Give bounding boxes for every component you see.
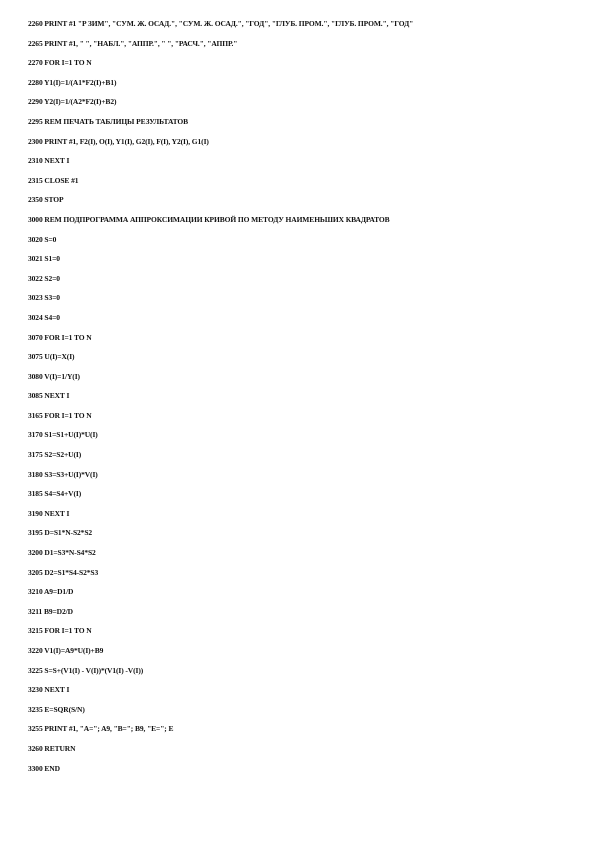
code-line: 3235 E=SQR(S/N)	[28, 704, 85, 714]
code-line: 3180 S3=S3+U(I)*V(I)	[28, 469, 98, 479]
code-line: 3260 RETURN	[28, 743, 76, 753]
code-line: 3085 NEXT I	[28, 391, 70, 401]
code-line: 2350 STOP	[28, 195, 64, 205]
code-line: 3024 S4=0	[28, 312, 60, 322]
code-line: 2295 REM ПЕЧАТЬ ТАБЛИЦЫ РЕЗУЛЬТАТОВ	[28, 116, 189, 126]
code-line: 2270 FOR I=1 TO N	[28, 58, 92, 68]
code-line: 3000 REM ПОДПРОГРАММА АППРОКСИМАЦИИ КРИВОЙ ПО МЕТОДУ НАИМЕНЬШИХ КВАДРАТОВ	[28, 214, 390, 224]
code-line: 3190 NEXT I	[28, 508, 70, 518]
code-line: 2290 Y2(I)=1/(A2*F2(I)+B2)	[28, 97, 117, 107]
code-line: 3211 B9=D2/D	[28, 606, 73, 616]
code-line: 3255 PRINT #1, "A="; A9, "B="; B9, "E="; E	[28, 724, 174, 734]
code-line: 3300 END	[28, 763, 60, 773]
code-line: 3205 D2=S1*S4-S2*S3	[28, 567, 99, 577]
code-line: 3020 S=0	[28, 234, 57, 244]
code-line: 3170 S1=S1+U(I)*U(I)	[28, 430, 98, 440]
code-line: 3165 FOR I=1 TO N	[28, 410, 92, 420]
code-line: 2260 PRINT #1 "P ЗИМ", "СУМ. Ж. ОСАД.", "СУМ. Ж. ОСАД.", "ГОД", "ГЛУБ. ПРОМ.", "ГЛУБ. ПРОМ.", "ГОД"	[28, 19, 414, 28]
code-line: 3200 D1=S3*N-S4*S2	[28, 548, 96, 558]
code-line: 3080 V(I)=1/Y(I)	[28, 371, 80, 381]
code-line: 3070 FOR I=1 TO N	[28, 332, 92, 342]
code-line: 3225 S=S+(V1(I) - V(I))*(V1(I) -V(I))	[28, 665, 144, 675]
code-line: 2280 Y1(I)=1/(A1*F2(I)+B1)	[28, 77, 117, 87]
code-line: 2315 CLOSE #1	[28, 175, 79, 185]
program-listing	[28, 14, 568, 778]
code-line: 3022 S2=0	[28, 273, 60, 283]
code-line: 3215 FOR I=1 TO N	[28, 626, 92, 636]
code-line: 3075 U(I)=X(I)	[28, 352, 75, 362]
code-line: 2310 NEXT I	[28, 156, 70, 166]
code-line: 3210 A9=D1/D	[28, 587, 74, 597]
code-line: 3195 D=S1*N-S2*S2	[28, 528, 93, 538]
code-line: 2300 PRINT #1, F2(I), O(I), Y1(I), G2(I), F(I), Y2(I), G1(I)	[28, 136, 209, 146]
code-line: 3021 S1=0	[28, 254, 60, 264]
code-line: 3220 V1(I)=A9*U(I)+B9	[28, 646, 104, 655]
code-line: 2265 PRINT #1, " ", "НАБЛ.", "АППР.", " ", "РАСЧ.", "АППР."	[28, 38, 238, 48]
code-line: 3230 NEXT I	[28, 685, 70, 695]
code-line: 3023 S3=0	[28, 293, 60, 303]
code-line: 3175 S2=S2+U(I)	[28, 450, 82, 460]
code-line: 3185 S4=S4+V(I)	[28, 489, 82, 499]
